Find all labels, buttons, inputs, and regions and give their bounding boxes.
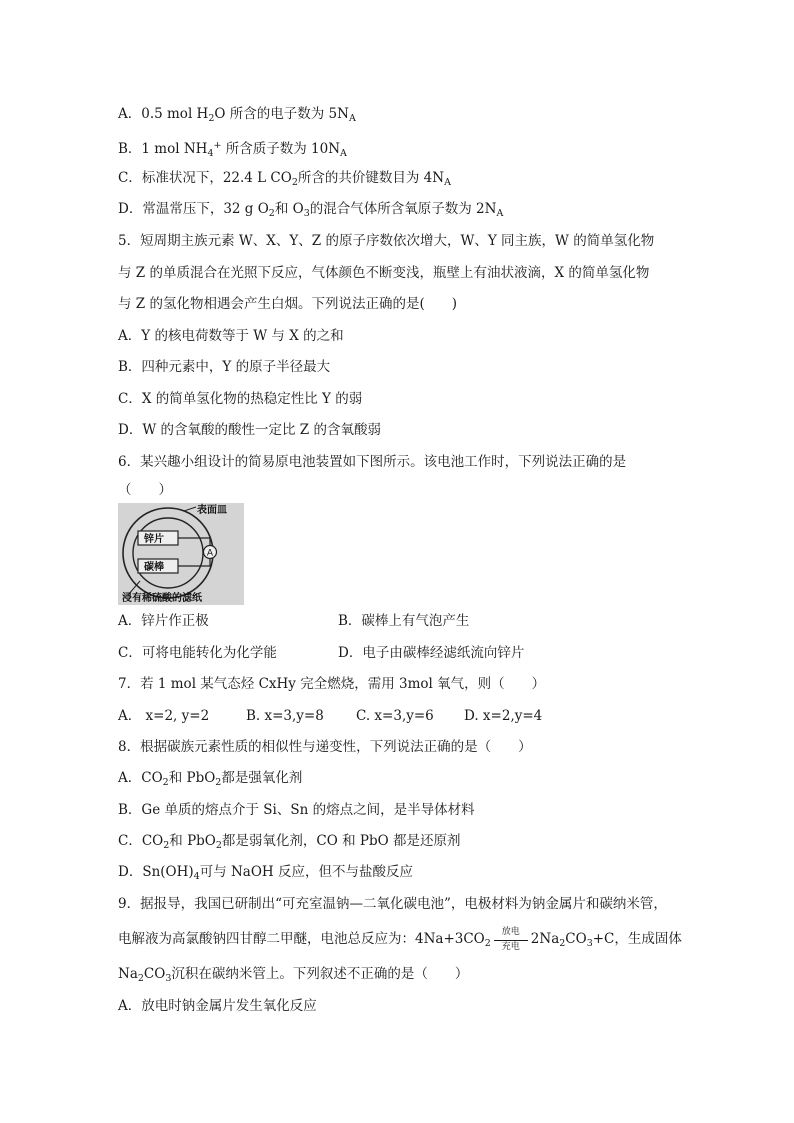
watch-glass-label: 表面皿 <box>197 505 227 516</box>
carbon-rod-label: 碳棒 <box>144 562 164 573</box>
q4-option-c: C．标准状况下，22.4 L $CO_2$所含的共价键数目为 $4N_A$ <box>118 170 451 188</box>
q6-option-a: A．锌片作正极 <box>118 613 209 629</box>
discharge-label: 放电 <box>501 926 520 937</box>
q9-stem-line-3: $Na_2CO_3$沉积在碳纳米管上。下列叙述不正确的是（ ） <box>118 966 469 984</box>
q8-stem: 8．根据碳族元素性质的相似性与递变性，下列说法正确的是（ ） <box>118 739 532 755</box>
watch-glass-pointer <box>184 507 196 511</box>
q6-option-d: D．电子由碳棒经滤纸流向锌片 <box>338 645 525 661</box>
charge-label: 充电 <box>501 941 520 952</box>
q4-option-d: D．常温常压下，32 g $O_2$和 $O_3$的混合气体所含氧原子数为 $2N_A$ <box>118 201 504 219</box>
q5-option-a: A．Y 的核电荷数等于 W 与 X 的之和 <box>118 328 344 344</box>
wire-bottom <box>178 558 210 566</box>
q5-option-c: C．X 的简单氢化物的热稳定性比 Y 的弱 <box>118 391 363 407</box>
q7-option-c: C. x=3,y=6 <box>356 708 434 724</box>
q7-option-b: B. x=3,y=8 <box>246 708 324 724</box>
q5-stem-line-3: 与 Z 的氢化物相遇会产生白烟。下列说法正确的是( ) <box>118 296 457 312</box>
q6-option-b: B．碳棒上有气泡产生 <box>338 613 470 629</box>
q6-stem-line-2: （ ） <box>118 482 172 498</box>
reaction-arrow <box>492 926 530 952</box>
filter-paper-label: 浸有稀硫酸的滤纸 <box>122 593 202 604</box>
q5-stem-line-1: 5．短周期主族元素 W、X、Y、Z 的原子序数依次增大，W、Y 同主族，W 的简单氢化物 <box>118 233 655 249</box>
q7-stem: 7．若 1 mol 某气态烃 CxHy 完全燃烧，需用 3mol 氧气，则（ ） <box>118 676 546 692</box>
q5-option-d: D．W 的含氧酸的酸性一定比 Z 的含氧酸弱 <box>118 422 381 438</box>
q4-option-a: A．0.5 mol $H_2O$ 所含的电子数为 $5N_A$ <box>118 106 356 124</box>
galvanic-cell-figure <box>118 503 244 605</box>
q5-stem-line-2: 与 Z 的单质混合在光照下反应，气体颜色不断变浅，瓶壁上有油状液滴，X 的简单氢化物 <box>118 265 650 281</box>
q7-option-a: A． x=2, y=2 <box>118 708 210 724</box>
wire-top <box>178 538 210 546</box>
zinc-plate-label: 锌片 <box>144 534 164 545</box>
q9-stem-line-2: 电解液为高氯酸钠四甘醇二甲醚，电池总反应为：$4Na+3CO_2$ $\frac{\text{放电}}{\text{充电}}$ $2Na_2CO_3+C$，生成固体 <box>118 926 682 952</box>
q6-option-c: C．可将电能转化为化学能 <box>118 645 277 661</box>
filter-paper-circle <box>133 518 203 588</box>
q8-option-d: D．$Sn(OH)_4$可与 NaOH 反应，但不与盐酸反应 <box>118 864 413 882</box>
q7-option-d: D. x=2,y=4 <box>464 708 543 724</box>
q9-option-a: A．放电时钠金属片发生氧化反应 <box>118 998 317 1014</box>
q6-stem-line-1: 6．某兴趣小组设计的简易原电池装置如下图所示。该电池工作时，下列说法正确的是 <box>118 454 627 470</box>
q5-option-b: B．四种元素中，Y 的原子半径最大 <box>118 359 331 375</box>
q9-stem-line-1: 9．据报导，我国已研制出“可充室温钠—二氧化碳电池”，电极材料为钠金属片和碳纳米管， <box>118 896 667 912</box>
q4-option-b: B．1 mol $NH_4^+$ 所含质子数为 $10N_A$ <box>118 140 347 159</box>
q8-option-b: B．Ge 单质的熔点介于 Si、Sn 的熔点之间，是半导体材料 <box>118 802 475 818</box>
galvanic-cell-diagram <box>118 503 244 605</box>
ammeter-label: A <box>206 548 214 559</box>
q8-option-c: C．$CO_2$和 PbO$_2$都是弱氧化剂，CO 和 PbO 都是还原剂 <box>118 833 461 851</box>
q8-option-a: A．$CO_2$和 PbO$_2$都是强氧化剂 <box>118 770 303 788</box>
